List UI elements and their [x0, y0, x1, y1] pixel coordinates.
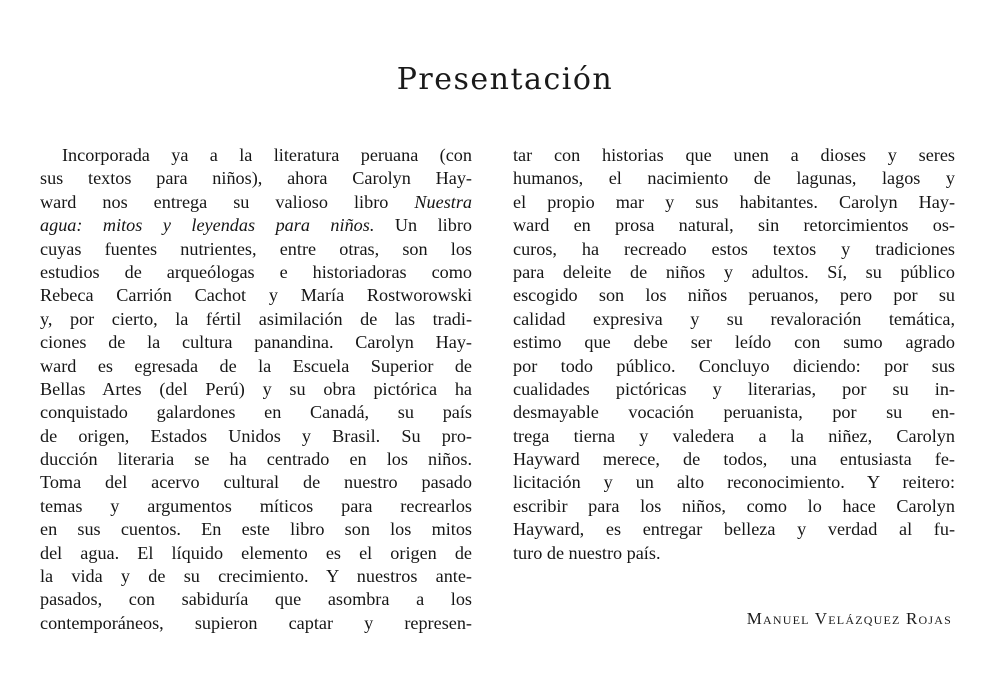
body-line: cualidades pictóricas y literarias, por su in- [513, 378, 955, 399]
body-line: y, por cierto, la fértil asimilación de las tradi- [40, 308, 472, 329]
body-line: ward es egresada de la Escuela Superior de [40, 355, 472, 376]
body-line: escogido son los niños peruanos, pero por su [513, 285, 955, 306]
body-line: cuyas fuentes nutrientes, entre otras, son los [40, 238, 472, 259]
body-line: ducción literaria se ha centrado en los niños. [40, 449, 472, 470]
body-line-with-italic [40, 214, 472, 237]
body-line-text: ward nos entrega su valioso libro [40, 191, 415, 212]
body-line: humanos, el nacimiento de lagunas, lagos y [513, 168, 955, 189]
body-line: turo de nuestro país. [513, 542, 661, 563]
body-line: estimo que debe ser leído con sumo agrado [513, 332, 955, 353]
body-line: trega tierna y valedera a la niñez, Carolyn [513, 425, 955, 446]
body-line: desmayable vocación peruanista, por su en- [513, 402, 955, 423]
book-title-italic: agua: mitos y leyendas para niños. [40, 215, 375, 236]
body-line: Toma del acervo cultural de nuestro pasado [40, 472, 472, 493]
body-line: ward en prosa natural, sin retorcimientos os- [513, 215, 955, 236]
body-line-with-italic [40, 191, 472, 214]
body-line: para deleite de niños y adultos. Sí, su público [513, 261, 955, 282]
body-line: el propio mar y sus habitantes. Carolyn Hay- [513, 191, 955, 212]
body-line: contemporáneos, supieron captar y represen- [40, 612, 472, 633]
body-line: en sus cuentos. En este libro son los mitos [40, 519, 472, 540]
left-column [40, 144, 472, 635]
body-line: Incorporada ya a la literatura peruana (con [62, 145, 472, 165]
body-line: Bellas Artes (del Perú) y su obra pictórica ha [40, 378, 472, 399]
page-title: Presentación [396, 62, 614, 97]
body-line: Rebeca Carrión Cachot y María Rostworowski [40, 285, 472, 306]
body-line: temas y argumentos míticos para recrearlos [40, 495, 472, 516]
body-line: Hayward merece, de todos, una entusiasta fe- [513, 449, 955, 470]
body-line: por todo público. Concluyo diciendo: por sus [513, 355, 955, 376]
body-line: de origen, Estados Unidos y Brasil. Su pro- [40, 425, 472, 446]
author-signature: Manuel Velázquez Rojas [746, 609, 952, 628]
body-line: ciones de la cultura panandina. Carolyn Hay- [40, 332, 472, 353]
body-line: estudios de arqueólogas e historiadoras como [40, 261, 472, 282]
body-line-text: Un libro [374, 215, 472, 236]
body-line: pasados, con sabiduría que asombra a los [40, 589, 472, 610]
right-column [513, 144, 955, 565]
body-line: conquistado galardones en Canadá, su país [40, 402, 472, 423]
body-line: la vida y de su crecimiento. Y nuestros ante- [40, 566, 472, 587]
body-line: escribir para los niños, como lo hace Carolyn [513, 495, 955, 516]
body-line: Hayward, es entregar belleza y verdad al fu- [513, 519, 955, 540]
body-line: sus textos para niños), ahora Carolyn Hay- [40, 168, 472, 189]
book-title-italic: Nuestra [414, 191, 472, 212]
body-line: calidad expresiva y su revaloración temática, [513, 308, 955, 329]
body-line: del agua. El líquido elemento es el origen de [40, 542, 472, 563]
body-line: licitación y un alto reconocimiento. Y reitero: [513, 472, 955, 493]
body-line: tar con historias que unen a dioses y seres [513, 145, 955, 165]
body-line: curos, ha recreado estos textos y tradiciones [513, 238, 955, 259]
